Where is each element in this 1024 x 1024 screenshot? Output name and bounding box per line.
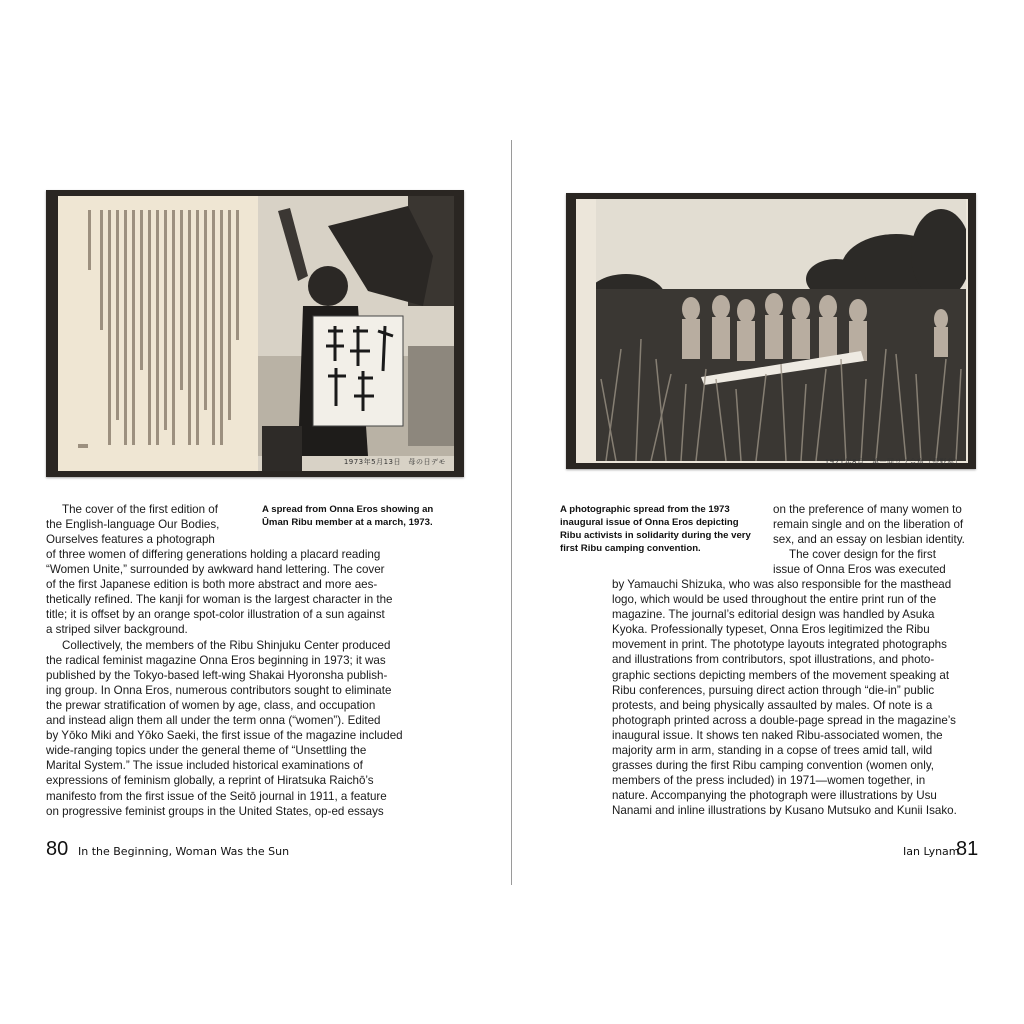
gutter-divider: [511, 140, 512, 885]
text-line: of the first Japanese edition is both more abstract and more aes-: [46, 578, 378, 592]
text-line: title; it is offset by an orange spot-color illustration of a sun against: [46, 608, 385, 622]
text-line: photograph printed across a double-page spread in the magazine’s: [612, 713, 956, 727]
text-line: majority arm in arm, standing in a copse of trees amid tall, wild: [612, 744, 933, 758]
text-line: sex, and an essay on lesbian identity.: [773, 533, 965, 547]
text-line: Marital System.” The issue included historical examinations of: [46, 759, 363, 773]
text-line: movement in print. The phototype layouts integrated photographs: [612, 638, 947, 652]
text-line: by Yamauchi Shizuka, who was also responsible for the masthead: [612, 578, 952, 591]
text-line: and illustrations from contributors, spot illustrations, and photo-: [612, 653, 935, 667]
text-line: grasses during the first Ribu camping convention (women only,: [612, 759, 934, 773]
text-line: The cover of the first edition of: [62, 503, 218, 516]
text-line: the radical feminist magazine Onna Eros beginning in 1973; it was: [46, 653, 386, 667]
left-photo-caption: A spread from Onna Eros showing an Ūman Ribu member at a march, 1973.: [262, 504, 434, 528]
magazine-spread-photo-right: [566, 193, 976, 469]
text-line: issue of Onna Eros was executed: [773, 563, 946, 577]
text-line: The cover design for the first: [789, 548, 936, 562]
right-body-intro: [773, 502, 983, 577]
photo-date-tag: 1973年5月13日 母の日デモ: [343, 458, 446, 466]
text-line: “Women Unite,” surrounded by awkward hand lettering. The cover: [46, 563, 385, 577]
text-line: inaugural issue. It shows ten naked Ribu-associated women, the: [612, 728, 943, 742]
text-line: remain single and on the liberation of: [773, 518, 964, 532]
text-line: members of the press included) in 1971—women together, in: [612, 774, 926, 788]
text-line: magazine. The journal’s editorial design was handled by Asuka: [612, 608, 935, 622]
text-line: expressions of feminism globally, a reprint of Hiratsuka Raichō’s: [46, 774, 374, 788]
text-line: Collectively, the members of the Ribu Shinjuku Center produced: [62, 638, 391, 652]
text-line: wide-ranging topics under the general theme of “Unsettling the: [46, 744, 367, 758]
text-line: Nanami and inline illustrations by Kusano Mutsuko and Kunii Isako.: [612, 804, 957, 818]
text-line: ing group. In Onna Eros, numerous contributors sought to eliminate: [46, 683, 392, 697]
left-body-text: [46, 547, 446, 819]
running-head-right: Ian Lynam: [903, 845, 960, 858]
text-line: thetically refined. The kanji for woman is the largest character in the: [46, 593, 393, 607]
camping-convention-image: [596, 199, 966, 461]
text-line: graphic sections depicting members of the movement speaking at: [612, 668, 950, 682]
protest-march-image: [258, 196, 454, 471]
text-line: Ourselves features a photograph: [46, 533, 215, 547]
text-line: by Yōko Miki and Yōko Saeki, the first issue of the magazine included: [46, 729, 403, 743]
text-line: of three women of differing generations holding a placard reading: [46, 548, 381, 561]
right-photo-caption: A photographic spread from the 1973 inaugural issue of Onna Eros depicting Ribu activists in solidarity during the very first Ribu camping convention.: [560, 504, 751, 554]
text-line: the prewar stratification of women by age, class, and occupation: [46, 698, 376, 712]
page-number-right: 81: [956, 838, 979, 860]
right-body-text: [612, 577, 1012, 819]
magazine-spread-photo-left: [46, 190, 464, 477]
text-line: a striped silver background.: [46, 623, 188, 637]
magazine-text-page: [58, 196, 258, 471]
text-line: and instead align them all under the term onna (“women”). Edited: [46, 714, 381, 728]
protest-photo: [258, 196, 454, 471]
running-head-left: In the Beginning, Woman Was the Sun: [78, 845, 290, 858]
text-line: on progressive feminist groups in the United States, op-ed essays: [46, 804, 384, 818]
page-number-left: 80: [46, 838, 69, 860]
text-line: Kyoka. Professionally typeset, Onna Eros legitimized the Ribu: [612, 623, 930, 637]
text-line: manifesto from the first issue of the Seitō journal in 1911, a feature: [46, 789, 387, 803]
text-line: published by the Tokyo-based left-wing Shakai Hyoronsha publish-: [46, 668, 388, 682]
vertical-japanese-text: [58, 196, 258, 471]
text-line: logo, which would be used throughout the entire print run of the: [612, 593, 937, 607]
text-line: nature. Accompanying the photograph were illustrations by Usu: [612, 789, 937, 803]
text-line: the English-language Our Bodies,: [46, 518, 220, 532]
left-body-intro: [46, 502, 256, 547]
text-line: protests, and being physically assaulted by males. Of note is a: [612, 698, 933, 712]
photo-date-tag: 1971年8月 第一回リブ合宿（長野県）: [824, 458, 962, 466]
text-line: on the preference of many women to: [773, 503, 962, 516]
text-line: Ribu conferences, pursuing direct action through “die-in” public: [612, 683, 935, 697]
